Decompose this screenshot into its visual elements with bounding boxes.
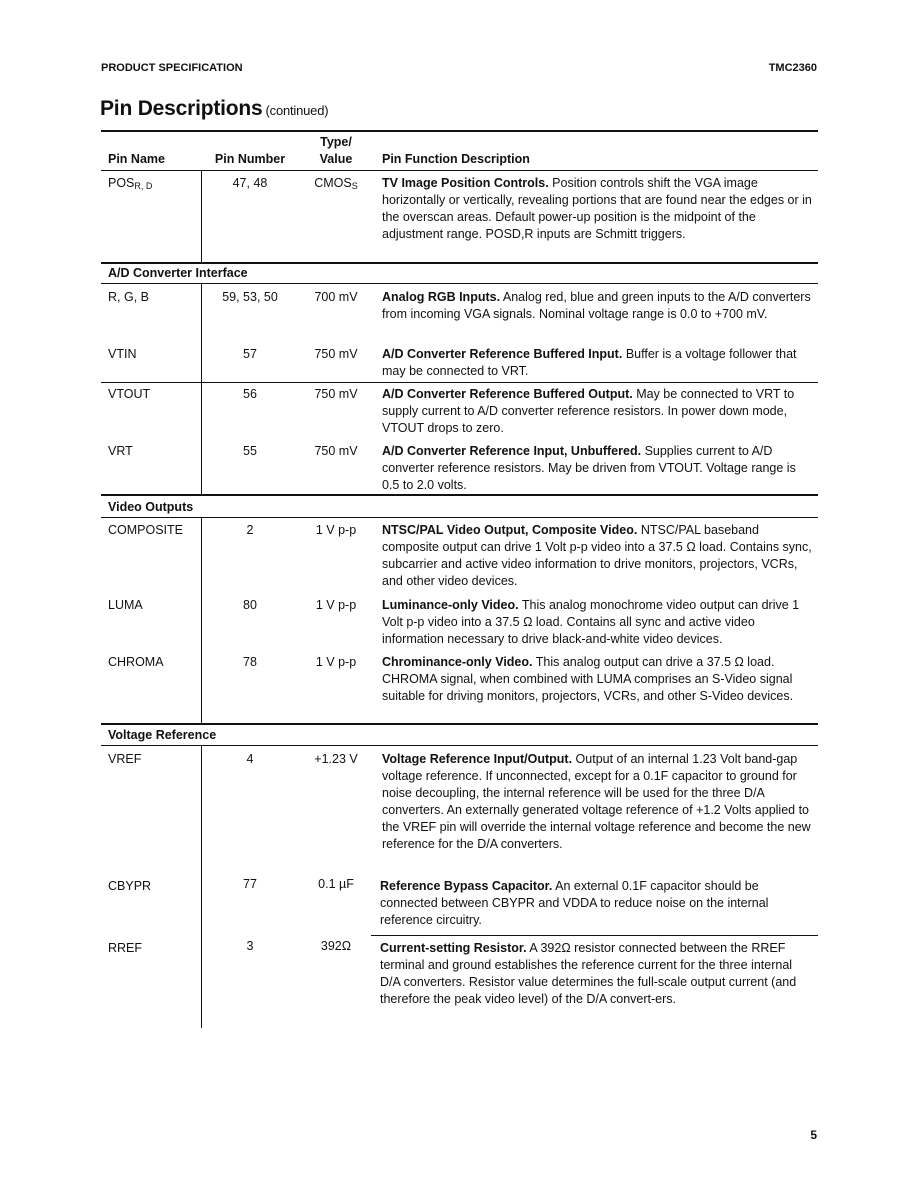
header-left: PRODUCT SPECIFICATION bbox=[101, 62, 243, 74]
vtin-number: 57 bbox=[243, 347, 257, 361]
cbypr-number: 77 bbox=[243, 877, 257, 891]
divider-1 bbox=[201, 170, 202, 262]
cbypr-description: Reference Bypass Capacitor. An external 0.1F capacitor should be connected between CBYPR and VDDA to reduce noise on the internal reference circuitry. bbox=[380, 879, 769, 927]
page-number: 5 bbox=[810, 1128, 817, 1142]
col-type-line2: Value bbox=[319, 152, 353, 166]
col-pin-name: Pin Name bbox=[108, 152, 165, 166]
vtin-name: VTIN bbox=[108, 347, 137, 361]
rgb-type: 700 mV bbox=[314, 290, 358, 304]
header-right: TMC2360 bbox=[768, 62, 817, 74]
chroma-name: CHROMA bbox=[108, 655, 164, 669]
chroma-description: Chrominance-only Video. This analog output can drive a 37.5 Ω load. CHROMA signal, when combined with LUMA comprises an S-Video signal suitable for driving monitors, projectors, VCRs, and other S-Video devices. bbox=[382, 655, 794, 703]
vref-type: +1.23 V bbox=[314, 752, 358, 766]
rgb-name: R, G, B bbox=[108, 290, 149, 304]
vtout-number: 56 bbox=[243, 387, 257, 401]
cbypr-name: CBYPR bbox=[108, 879, 152, 893]
vrt-description: A/D Converter Reference Input, Unbuffered. Supplies current to A/D converter reference resistors. May be driven from VTOUT. Voltage range is 0.5 to 2.0 volts. bbox=[382, 444, 796, 492]
section-ad: A/D Converter Interface bbox=[108, 266, 248, 280]
section-rule-vref bbox=[101, 723, 818, 725]
divider-4 bbox=[201, 745, 202, 1028]
vrt-name: VRT bbox=[108, 444, 133, 458]
pos-number: 47, 48 bbox=[232, 176, 268, 190]
vtout-type: 750 mV bbox=[314, 387, 358, 401]
section-video: Video Outputs bbox=[108, 500, 194, 514]
divider-2 bbox=[201, 283, 202, 494]
title-main: Pin Descriptions bbox=[100, 97, 263, 120]
pos-description: TV Image Position Controls. Position controls shift the VGA image horizontally or vertically, revealing portions that are found near the edges or in the overscan areas. Default power-up position is the midpoint of the adjustment range. POSD,R inputs are Schmitt triggers. bbox=[382, 176, 812, 241]
top-rule bbox=[101, 130, 818, 132]
col-type-line1: Type/ bbox=[320, 135, 352, 149]
col-pin-number: Pin Number bbox=[214, 152, 286, 166]
vref-description: Voltage Reference Input/Output. Output of an internal 1.23 Volt band-gap voltage reference. If unconnected, except for a 0.1F capacitor to ground for noise decoupling, the internal reference will be used for the three D/A converters. An externally generated voltage reference of +1.2 Volts applied to the VREF pin will override the internal voltage reference and become the new reference for the D/A converters. bbox=[382, 752, 811, 851]
rgb-number: 59, 53, 50 bbox=[222, 290, 278, 304]
pos-name: $POS_{R, D}$ bbox=[108, 176, 153, 191]
rref-name: RREF bbox=[108, 941, 143, 955]
header-underline bbox=[101, 170, 818, 171]
luma-type: 1 V p-p bbox=[315, 598, 357, 612]
page-title bbox=[100, 97, 328, 121]
luma-number: 80 bbox=[243, 598, 257, 612]
vrt-number: 55 bbox=[243, 444, 257, 458]
rref-number: 3 bbox=[246, 939, 254, 953]
composite-type: 1 V p-p bbox=[315, 523, 357, 537]
row-rule-rref bbox=[371, 935, 818, 936]
rref-description: Current-setting Resistor. A 392Ω resistor connected between the RREF terminal and ground establishes the reference current for the three internal D/A converters. Resistor value determines the full-scale output current (and therefore the peak video level) of the D/A convert-ers. bbox=[380, 941, 797, 1006]
divider-3 bbox=[201, 517, 202, 723]
composite-name: COMPOSITE bbox=[108, 523, 184, 537]
composite-description: NTSC/PAL Video Output, Composite Video. NTSC/PAL baseband composite output can drive 1 Volt p-p video into a 37.5 Ω load. Contains sync, subcarrier and active video information to drive monitors, projectors, VCRs, and other video devices. bbox=[382, 523, 812, 588]
composite-number: 2 bbox=[246, 523, 254, 537]
section-rule-video bbox=[101, 494, 818, 496]
vtout-description: A/D Converter Reference Buffered Output. May be connected to VRT to supply current to A/D converter reference resistors. In power down mode, VTOUT drops to zero. bbox=[382, 387, 795, 435]
pos-type: $CMOS_S$ bbox=[314, 176, 358, 191]
vtout-name: VTOUT bbox=[108, 387, 151, 401]
section-rule-ad bbox=[101, 262, 818, 264]
section-underline-ad bbox=[101, 283, 818, 284]
section-underline-vref bbox=[101, 745, 818, 746]
rgb-description: Analog RGB Inputs. Analog red, blue and green inputs to the A/D converters from incoming VGA signals. Nominal voltage range is 0.0 to +700 mV. bbox=[382, 290, 811, 321]
rref-type: 392Ω bbox=[320, 939, 352, 953]
luma-name: LUMA bbox=[108, 598, 143, 612]
title-sub: (continued) bbox=[265, 103, 329, 118]
vtin-description: A/D Converter Reference Buffered Input. Buffer is a voltage follower that may be connected to VRT. bbox=[382, 347, 797, 378]
row-rule-vtout bbox=[101, 382, 818, 383]
vref-number: 4 bbox=[246, 752, 254, 766]
vref-name: VREF bbox=[108, 752, 142, 766]
section-underline-video bbox=[101, 517, 818, 518]
chroma-type: 1 V p-p bbox=[315, 655, 357, 669]
section-vref: Voltage Reference bbox=[108, 728, 217, 742]
luma-description: Luminance-only Video. This analog monochrome video output can drive 1 Volt p-p video into a 37.5 Ω load. Contains all sync and active video information necessary to drive black-and-white video devices. bbox=[382, 598, 800, 646]
vtin-type: 750 mV bbox=[314, 347, 358, 361]
vrt-type: 750 mV bbox=[314, 444, 358, 458]
cbypr-type: 0.1 µF bbox=[318, 877, 354, 891]
chroma-number: 78 bbox=[243, 655, 257, 669]
col-description: Pin Function Description bbox=[382, 152, 530, 166]
